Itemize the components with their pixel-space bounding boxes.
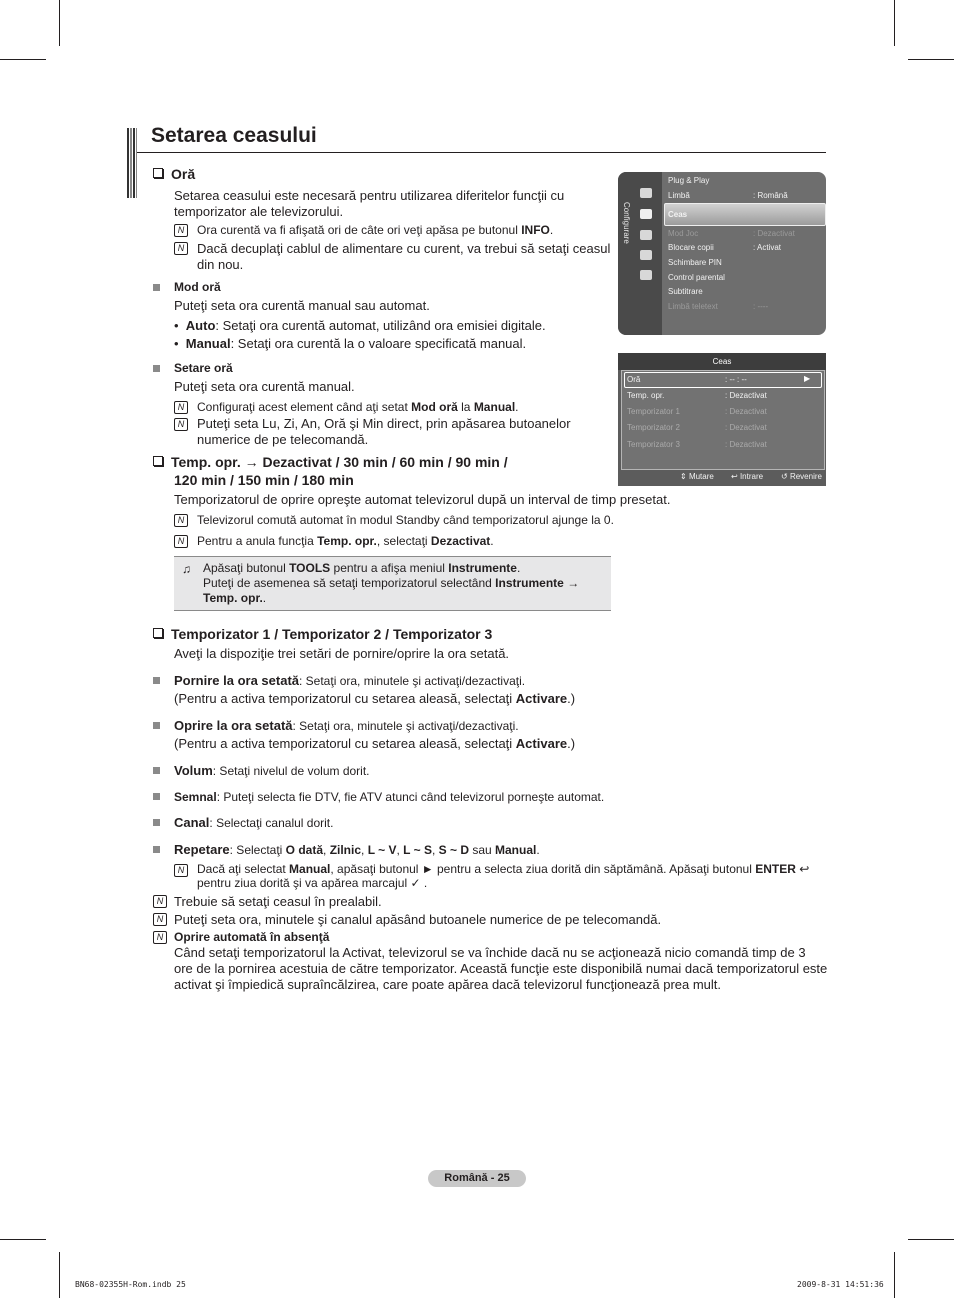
- ora-note-2: Dacă decuplaţi cablul de alimentare cu curent, va trebui să setaţi ceasul din nou.: [197, 241, 611, 272]
- enter-icon: ↩: [731, 472, 740, 481]
- enter-hint: ↩ Intrare: [731, 472, 764, 481]
- menu-item[interactable]: Plug & Play: [668, 176, 710, 185]
- menu-item: Mod Joc: [668, 229, 699, 238]
- note-icon: N: [174, 535, 188, 548]
- note-auto-2: ore de la pornirea acestuia de către temporizator. Această funcţie este disponibilă numai dacă temporizatorul este: [174, 961, 828, 976]
- square-bullet-icon: [153, 793, 160, 800]
- crop-mark: [59, 1252, 60, 1298]
- temp-note-2: Pentru a anula funcţia Temp. opr., selectaţi Dezactivat.: [197, 534, 494, 548]
- timers-intro: Aveţi la dispoziţie trei setări de pornire/oprire la ora setată.: [174, 646, 510, 661]
- note-icon: N: [153, 913, 167, 926]
- crop-mark: [908, 59, 954, 60]
- menu-item[interactable]: Schimbare PIN: [668, 258, 722, 267]
- ora-note-1: Ora curentă va fi afişată ori de câte ori veţi apăsa pe butonul INFO.: [197, 223, 554, 237]
- semnal: Semnal: Puteţi selecta fie DTV, fie ATV atunci când televizorul porneşte automat.: [174, 790, 605, 804]
- section-heading-timers: Temporizator 1 / Temporizator 2 / Temporizator 3: [153, 625, 492, 643]
- section-heading-temp-2: 120 min / 150 min / 180 min: [174, 472, 354, 488]
- menu-item[interactable]: Temp. opr.: [627, 391, 665, 400]
- repetare-note: Dacă aţi selectat Manual, apăsaţi butonul ► pentru a selecta ziua dorită din săptămână. Apăsaţi butonul ENTER ↩: [197, 862, 810, 876]
- note-icon: N: [174, 514, 188, 527]
- canal: Canal: Selectaţi canalul dorit.: [174, 815, 334, 830]
- bullet-manual: • Manual: Setaţi ora curentă la o valoare specificată manual.: [174, 336, 527, 351]
- setare-note-2: Puteţi seta Lu, Zi, An, Oră şi Min direct, prin apăsarea butoanelor numerice de pe telecomandă.: [197, 416, 571, 447]
- mod-ora-text: Puteţi seta ora curentă manual sau automat.: [174, 298, 430, 313]
- oprire: Oprire la ora setată: Setaţi ora, minutele şi activaţi/dezactivaţi.: [174, 718, 519, 733]
- temp-text: Temporizatorul de oprire opreşte automat televizorul după un interval de timp presetat.: [174, 492, 671, 507]
- menu-item[interactable]: Limbă: [668, 191, 690, 200]
- mod-ora-title: Mod oră: [174, 280, 221, 294]
- setare-note-1: Configuraţi acest element când aţi setat Mod oră la Manual.: [197, 400, 519, 414]
- crop-mark: [0, 1239, 46, 1240]
- updown-icon: ⇕: [680, 472, 689, 481]
- return-icon: ↺: [781, 472, 790, 481]
- section-heading-temp: Temp. opr. → Dezactivat / 30 min / 60 min / 90 min /: [153, 453, 508, 471]
- note-icon: N: [153, 931, 167, 944]
- support-icon: [640, 270, 652, 280]
- arrow-right-icon: ▶: [804, 374, 811, 383]
- tools-line-1: Apăsaţi butonul TOOLS pentru a afişa meniul Instrumente.: [203, 561, 521, 575]
- menu-item: Temporizator 3: [627, 440, 680, 449]
- note-ceas: Trebuie să setaţi ceasul în prealabil.: [174, 894, 382, 909]
- menu-side-label: Configurare: [622, 202, 631, 244]
- menu-value: : Dezactivat: [725, 407, 767, 416]
- application-icon: [640, 250, 652, 260]
- volum: Volum: Setaţi nivelul de volum dorit.: [174, 763, 370, 778]
- menu-value: : Dezactivat: [725, 423, 767, 432]
- crop-mark: [894, 0, 895, 46]
- menu-item[interactable]: Subtitrare: [668, 287, 703, 296]
- square-bullet-icon: [153, 722, 160, 729]
- footer-file: BN68-02355H-Rom.indb 25: [75, 1280, 186, 1289]
- square-bullet-icon: [153, 284, 160, 291]
- menu-value: : Dezactivat: [725, 440, 767, 449]
- menu-value: : ----: [753, 302, 769, 311]
- gear-icon: [640, 209, 652, 219]
- menu-item-selected[interactable]: Ceas: [668, 210, 688, 219]
- oprire-2: (Pentru a activa temporizatorul cu setarea aleasă, selectaţi Activare.): [174, 736, 576, 751]
- move-hint: ⇕ Mutare: [680, 472, 714, 481]
- picture-icon: [640, 188, 652, 198]
- menu-value: : Română: [753, 191, 788, 200]
- menu-item: Limbă teletext: [668, 302, 718, 311]
- note-icon: N: [174, 418, 188, 431]
- menu-item[interactable]: Control parental: [668, 273, 725, 282]
- setare-ora-title: Setare oră: [174, 361, 233, 375]
- section-heading-ora: Oră: [153, 165, 195, 183]
- title-rule: [137, 152, 826, 153]
- note-auto-1: Când setaţi temporizatorul la Activat, televizorul se va închide dacă nu se acţionează nicio comandă timp de 3: [174, 945, 806, 960]
- tools-line-2: Puteţi de asemenea să setaţi temporizatorul selectând Instrumente →: [203, 576, 580, 590]
- square-bullet-icon: [153, 846, 160, 853]
- menu-item: Temporizator 1: [627, 407, 680, 416]
- page-number-badge: Română - 25: [428, 1170, 526, 1187]
- pornire-2: (Pentru a activa temporizatorul cu setarea aleasă, selectaţi Activare.): [174, 691, 576, 706]
- note-icon: N: [174, 242, 188, 255]
- note-icon: N: [153, 895, 167, 908]
- square-bullet-icon: [153, 365, 160, 372]
- square-bullet-icon: [153, 767, 160, 774]
- ora-intro: Setarea ceasului este necesară pentru utilizarea diferitelor funcţii cu temporizator ale televizorului.: [174, 188, 565, 219]
- note-canal: Puteţi seta ora, minutele şi canalul apăsând butoanele numerice de pe telecomandă.: [174, 912, 662, 927]
- note-auto-title: Oprire automată în absenţă: [174, 930, 330, 944]
- menu-configurare: [618, 172, 826, 335]
- pornire: Pornire la ora setată: Setaţi ora, minutele şi activaţi/dezactivaţi.: [174, 673, 526, 688]
- crop-mark: [894, 1252, 895, 1298]
- repetare: Repetare: Selectaţi O dată, Zilnic, L ~ V, L ~ S, S ~ D sau Manual.: [174, 842, 540, 857]
- title-decoration: [127, 128, 137, 198]
- menu-item-selected[interactable]: Oră: [627, 375, 641, 384]
- enter-icon: ↩: [795, 862, 810, 876]
- menu-value: : Activat: [753, 243, 782, 252]
- tools-icon: ♫: [182, 562, 191, 576]
- menu-ceas-title: Ceas: [618, 353, 826, 370]
- menu-value: : Dezactivat: [725, 391, 767, 400]
- checkmark-icon: ✓ .: [407, 876, 428, 890]
- menu-highlight: [624, 372, 822, 388]
- note-icon: N: [174, 401, 188, 414]
- tools-line-3: Temp. opr..: [203, 591, 267, 605]
- page-title: Setarea ceasului: [151, 124, 317, 147]
- menu-highlight: [664, 203, 826, 226]
- setare-ora-text: Puteţi seta ora curentă manual.: [174, 379, 355, 394]
- menu-value: : Dezactivat: [753, 229, 795, 238]
- crop-mark: [908, 1239, 954, 1240]
- menu-item[interactable]: Blocare copii: [668, 243, 714, 252]
- crop-mark: [0, 59, 46, 60]
- note-icon: N: [174, 864, 188, 877]
- repetare-note-2: pentru ziua dorită şi va apărea marcajul ✓ .: [197, 876, 428, 890]
- input-icon: [640, 230, 652, 240]
- square-bullet-icon: [153, 819, 160, 826]
- footer-date: 2009-8-31 14:51:36: [797, 1280, 884, 1289]
- menu-ceas: [618, 353, 826, 486]
- crop-mark: [59, 0, 60, 46]
- temp-note-1: Televizorul comută automat în modul Standby când temporizatorul ajunge la 0.: [197, 513, 614, 527]
- menu-item: Temporizator 2: [627, 423, 680, 432]
- return-hint: ↺ Revenire: [781, 472, 822, 481]
- square-bullet-icon: [153, 677, 160, 684]
- note-auto-3: activat şi împiedică supraîncălzirea, care poate apărea dacă televizorul funcţionează prea mult.: [174, 977, 722, 992]
- bullet-auto: • Auto: Setaţi ora curentă automat, utilizând ora emisiei digitale.: [174, 318, 546, 333]
- note-icon: N: [174, 224, 188, 237]
- menu-value: : -- : --: [725, 375, 747, 384]
- tools-box: [174, 556, 611, 611]
